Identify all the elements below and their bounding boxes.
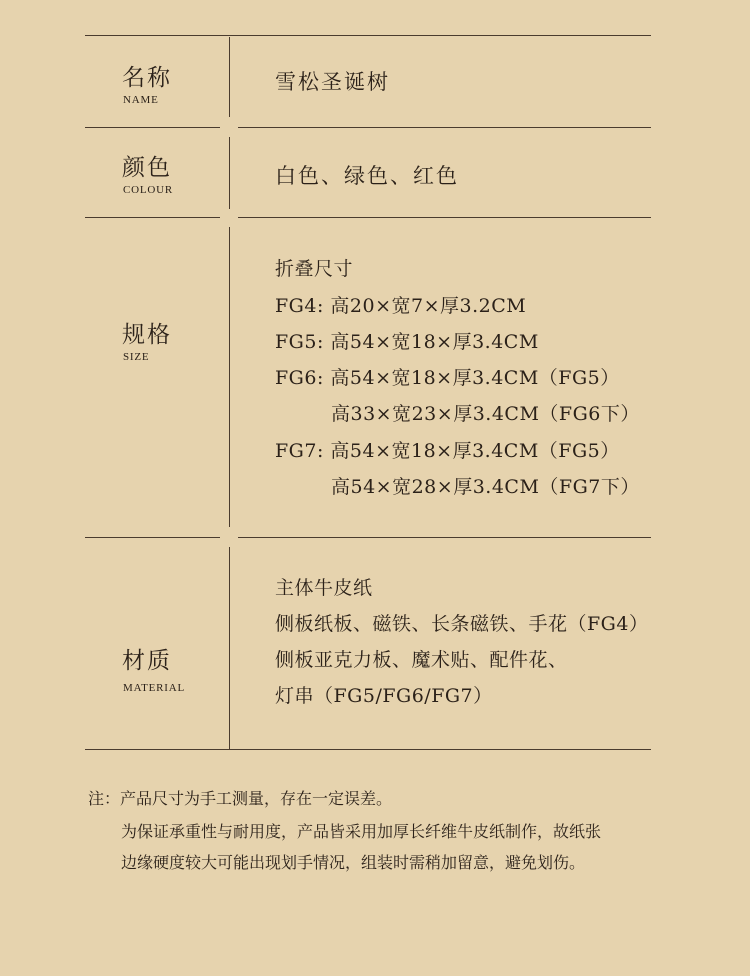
label-colour: 颜色: [122, 155, 172, 181]
value-name: 雪松圣诞树: [275, 70, 390, 94]
label-material: 材质: [122, 648, 172, 674]
label-name: 名称: [122, 65, 172, 91]
column-divider-size: [229, 227, 230, 527]
size-line: 高33×宽23×厚3.4CM（FG6下）: [331, 403, 640, 425]
row-divider: [238, 217, 651, 218]
row-divider: [85, 537, 220, 538]
column-divider-colour: [229, 137, 230, 209]
size-line: FG5: 高54×宽18×厚3.4CM: [275, 331, 539, 353]
column-divider-material: [229, 547, 230, 749]
size-line: FG7: 高54×宽18×厚3.4CM（FG5）: [275, 440, 620, 462]
label-size-en: SIZE: [123, 351, 150, 363]
table-top-rule: [85, 35, 651, 36]
row-divider: [85, 217, 220, 218]
label-colour-en: COLOUR: [123, 184, 174, 196]
material-line: 灯串（FG5/FG6/FG7）: [275, 685, 493, 707]
row-divider: [85, 127, 220, 128]
row-divider: [238, 537, 651, 538]
note-line: 为保证承重性与耐用度，产品皆采用加厚长纤维牛皮纸制作，故纸张: [121, 822, 602, 841]
label-material-en: MATERIAL: [123, 682, 186, 694]
material-line: 侧板亚克力板、魔术贴、配件花、: [275, 649, 568, 671]
table-bottom-rule: [85, 749, 651, 750]
size-line: 高54×宽28×厚3.4CM（FG7下）: [331, 476, 640, 498]
size-line: FG4: 高20×宽7×厚3.2CM: [275, 295, 527, 317]
material-line: 主体牛皮纸: [275, 577, 373, 599]
label-size: 规格: [122, 322, 172, 348]
row-divider: [238, 127, 651, 128]
note-line: 注：产品尺寸为手工测量，存在一定误差。: [88, 789, 393, 808]
size-line: FG6: 高54×宽18×厚3.4CM（FG5）: [275, 367, 620, 389]
column-divider-name: [229, 37, 230, 117]
material-line: 侧板纸板、磁铁、长条磁铁、手花（FG4）: [275, 613, 649, 635]
note-line: 边缘硬度较大可能出现划手情况，组装时需稍加留意，避免划伤。: [121, 853, 586, 872]
label-name-en: NAME: [123, 94, 159, 106]
size-line: 折叠尺寸: [275, 258, 354, 280]
value-colour: 白色、绿色、红色: [275, 164, 459, 188]
